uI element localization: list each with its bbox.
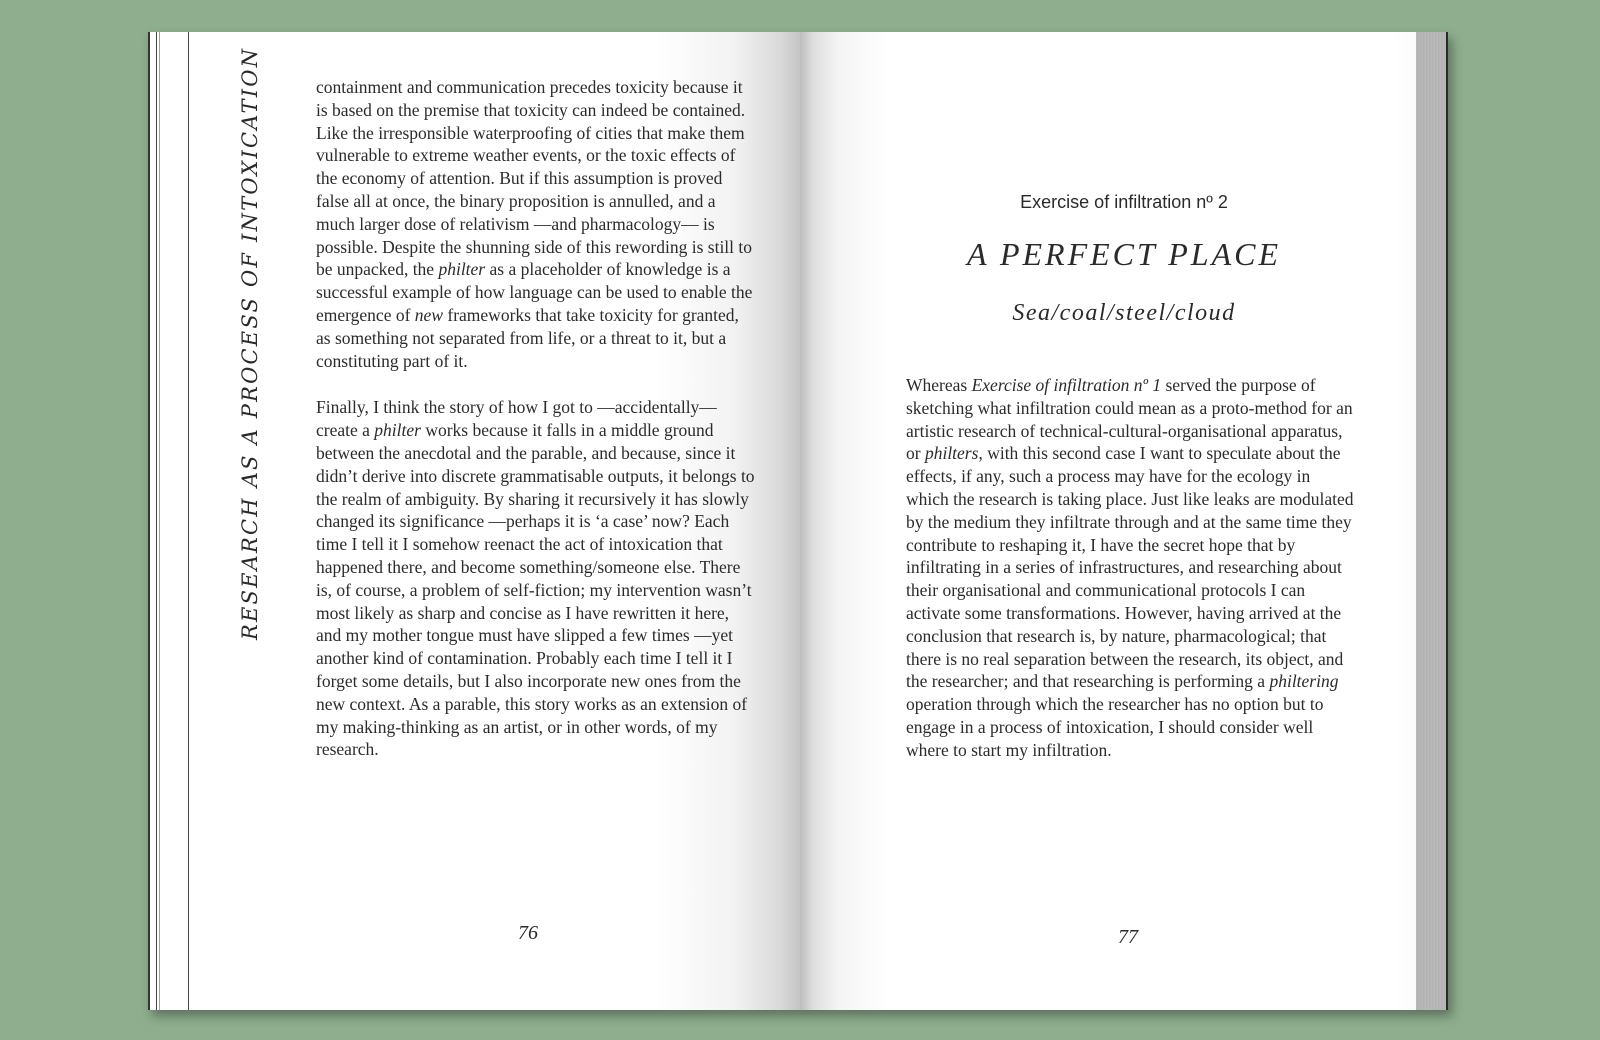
- italic-run: philters: [924, 443, 979, 464]
- italic-run: new: [414, 304, 443, 325]
- text-run: works because it falls in a middle ground between the anecdotal and the parable, and because, since it didn’t derive into discrete grammatisable outputs, it belongs to the realm of ambiguity. By sharing it recursively it has slowly changed its significance —perhaps it is ‘a case’ now? Each time I tell it I somehow reenact the act of intoxication that happened there, and become something/someone else. There is, of course, a problem of self-fiction; my intervention wasn’t most likely as sharp and concise as I have rewritten it here, and my mother tongue must have slipped a few times —yet another kind of contamination. Probably each time I tell it I forget some details, but I also incorporate new ones from the new context. As a parable, this story works as an extension of my making-thinking as an artist, or in other words, of my research.: [316, 420, 755, 760]
- italic-run: Exercise of infiltration nº 1: [971, 375, 1162, 395]
- text-run: operation through which the researcher has no option but to engage in a process of intoxication, I should consider well where to start my infiltration.: [906, 694, 1324, 760]
- page-number-left: 76: [518, 922, 538, 944]
- left-paragraph-1: [316, 76, 756, 372]
- text-run: as a placeholder of knowledge is a successful example of how language can be used to enable the emergence of: [316, 259, 753, 325]
- right-page-body: [906, 374, 1356, 762]
- left-page: [148, 32, 800, 1010]
- right-page: [800, 32, 1448, 1010]
- left-page-edge: [148, 32, 196, 1010]
- text-run: Finally, I think the story of how I got to —accidentally— create a: [316, 397, 717, 441]
- text-run: containment and communication precedes toxicity because it is based on the premise that toxicity can indeed be contained. Like the irresponsible waterproofing of cities that make them vulnerable to extreme weather events, or the toxic effects of the economy of attention. But if this assumption is proved false all at once, the binary proposition is annulled, and a much larger dose of relativism —and pharmacology— is possible. Despite the shunning side of this rewording is still to be unpacked, the: [316, 77, 753, 280]
- text-run: frameworks that take toxicity for granted, as something not separated from life, or a threat to it, but a constituting part of it.: [316, 304, 739, 371]
- left-paragraph-2: [316, 396, 756, 761]
- chapter-subtitle: Sea/coal/steel/cloud: [1012, 300, 1236, 326]
- chapter-title: A PERFECT PLACE: [966, 236, 1282, 272]
- page-stack-edge: [1416, 32, 1448, 1010]
- right-paragraph-1: [906, 374, 1356, 762]
- italic-run: philter: [438, 259, 486, 280]
- text-run: served the purpose of sketching what infiltration could mean as a proto-method for an artistic research of technical-cultural-organisational apparatus, or: [906, 375, 1353, 464]
- running-head: [238, 46, 266, 640]
- text-run: Whereas: [906, 375, 972, 395]
- running-head-text: RESEARCH AS A PROCESS OF INTOXICATION: [238, 46, 262, 640]
- italic-run: philtering: [1269, 671, 1339, 692]
- italic-run: philter: [374, 420, 421, 441]
- text-run: , with this second case I want to speculate about the effects, if any, such a process may have for the ecology in which the research is taking place. Just like leaks are modulated by the medium they infiltrate through and at the same time they contribute to reshaping it, I have the secret hope that by infiltrating in a series of infrastructures, and researching about their organisational and communicational protocols I can activate some transformations. However, having arrived at the conclusion that research is, by nature, pharmacological; that there is no real separation between the research, its object, and the researcher; and that researching is performing a: [906, 443, 1354, 692]
- page-number-right: 77: [1118, 926, 1138, 948]
- open-book: [148, 32, 1448, 1010]
- left-page-body: [316, 76, 756, 761]
- exercise-label: Exercise of infiltration nº 2: [1020, 192, 1228, 212]
